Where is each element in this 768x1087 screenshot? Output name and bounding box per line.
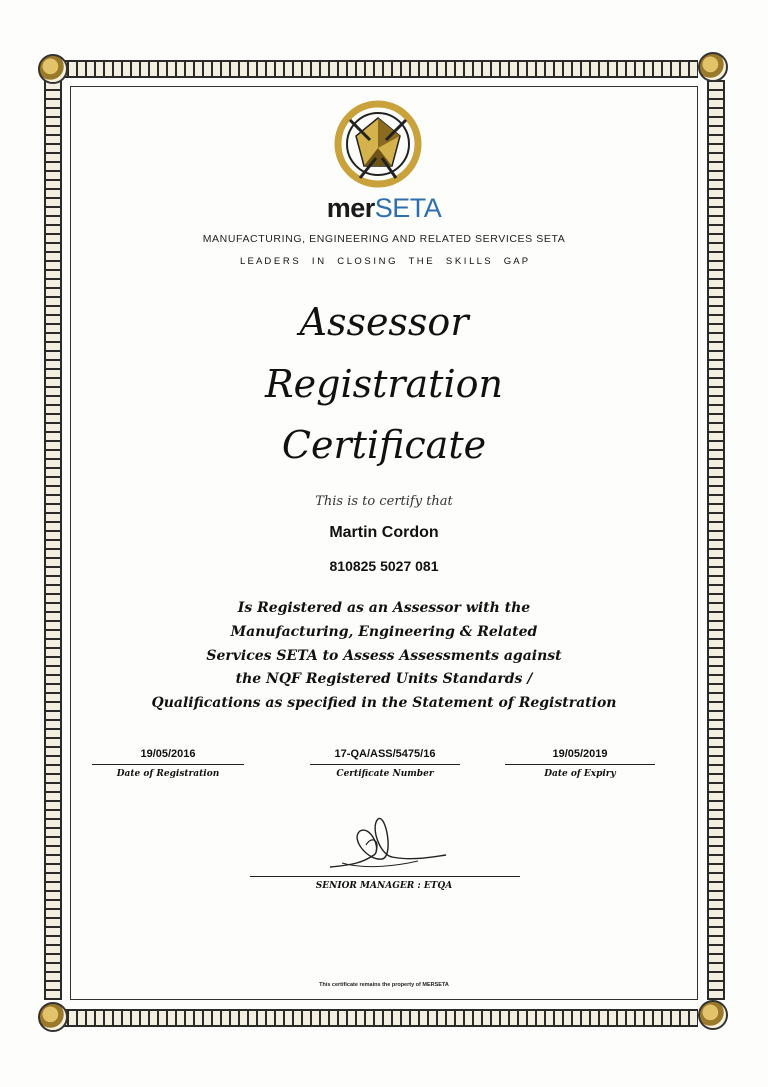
top-border (58, 60, 698, 78)
recipient-id-number: 810825 5027 081 (329, 558, 439, 574)
registration-date-label: Date of Registration (116, 769, 220, 779)
corner-medal-top-left (38, 54, 68, 84)
certify-text: This is to certify that (315, 494, 453, 509)
corner-medal-bottom-left (38, 1002, 68, 1032)
statement-line-1: Is Registered as an Assessor with the (237, 600, 531, 616)
signature-image (322, 805, 452, 877)
statement-line-4: the NQF Registered Units Standards / (235, 671, 533, 687)
statement-line-5: Qualifications as specified in the Statement of Registration (151, 695, 617, 711)
certificate-number-value: 17-QA/ASS/5475/16 (334, 748, 436, 760)
organisation-name: MANUFACTURING, ENGINEERING AND RELATED SERVICES SETA (202, 233, 566, 245)
corner-medal-top-right (698, 52, 728, 82)
merseta-logo-icon (330, 96, 426, 192)
brand-wordmark (0, 193, 768, 224)
registration-date-value: 19/05/2016 (140, 748, 196, 760)
brand-light: SETA (374, 193, 442, 223)
certificate-number-field (310, 748, 460, 779)
title-line-3: Certificate (281, 423, 487, 467)
title-line-2: Registration (265, 362, 503, 406)
bottom-border (58, 1009, 698, 1027)
statement-line-2: Manufacturing, Engineering & Related (230, 624, 538, 640)
expiry-date-line (505, 764, 655, 765)
registration-date-field (92, 748, 244, 779)
recipient-name: Martin Cordon (329, 524, 439, 541)
registration-date-line (92, 764, 244, 765)
signature-line (250, 876, 520, 877)
expiry-date-value: 19/05/2019 (552, 748, 608, 760)
certificate-number-line (310, 764, 460, 765)
corner-medal-bottom-right (698, 1000, 728, 1030)
brand-bold: mer (326, 193, 375, 223)
expiry-date-field (505, 748, 655, 779)
certificate-number-label: Certificate Number (336, 769, 434, 779)
tagline: L E A D E R S I N C L O S I N G T H E S K I L L S G A P (239, 256, 529, 267)
statement-line-3: Services SETA to Assess Assessments against (206, 648, 562, 664)
footer-note: This certificate remains the property of MERSETA (319, 982, 449, 988)
expiry-date-label: Date of Expiry (544, 769, 616, 779)
signatory-title: SENIOR MANAGER : ETQA (315, 881, 453, 891)
title-line-1: Assessor (299, 300, 469, 344)
